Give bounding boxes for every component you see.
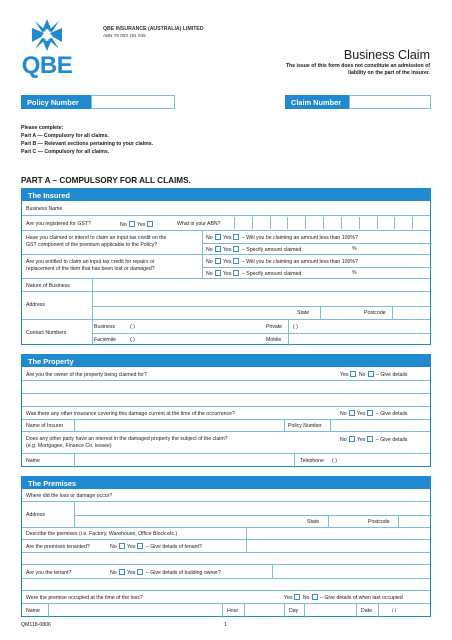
itc-repairs-yes2-label: Yes xyxy=(223,271,232,277)
interest-yes-label: Yes xyxy=(357,437,366,443)
premises-state-label: State xyxy=(307,519,320,525)
mobile-label: Mobile xyxy=(266,337,282,343)
row-tenant xyxy=(22,565,430,579)
section-insured xyxy=(21,188,431,345)
row-occupied-name xyxy=(22,604,430,618)
other-ins-yes-checkbox[interactable] xyxy=(367,410,373,416)
instructions xyxy=(21,124,153,156)
gst-question: Are you registered for GST? xyxy=(26,221,91,227)
itc-premium-no2-label: No xyxy=(206,247,213,253)
policy-number-field[interactable] xyxy=(91,95,175,109)
row-interest-name xyxy=(22,454,430,468)
itc-premium-q2: GST component of the premium applicable to the Policy? xyxy=(26,242,158,248)
claim-number-field[interactable] xyxy=(349,95,431,109)
day-label: Day xyxy=(289,608,299,614)
disclaimer-line2: liability on the part of the insurer. xyxy=(348,70,430,76)
itc-repairs-no2-checkbox[interactable] xyxy=(215,270,221,276)
address-label: Address xyxy=(26,302,46,308)
nature-label: Nature of Business xyxy=(26,283,70,289)
interest-name-label: Name xyxy=(26,458,40,464)
row-gst xyxy=(22,216,430,231)
owner-yes-label: Yes xyxy=(340,372,349,378)
itc-premium-no2-checkbox[interactable] xyxy=(215,246,221,252)
row-itc-premium xyxy=(22,231,430,255)
instructions-part-a: Part A — Compulsory for all claims. xyxy=(21,133,109,139)
itc-premium-specify-label: – Specify amount claimed xyxy=(241,247,302,253)
owner-yes-checkbox[interactable] xyxy=(350,371,356,377)
itc-repairs-less100-label: – Will you be claiming an amount less than 100%? xyxy=(241,259,358,265)
occupied-yes-label: Yes xyxy=(284,595,293,601)
itc-premium-percent: % xyxy=(352,246,357,252)
row-nature xyxy=(22,279,430,292)
insured-title: The Insured xyxy=(22,189,430,201)
postcode-label: Postcode xyxy=(364,310,386,316)
row-owner-details-1[interactable] xyxy=(22,381,430,394)
private-phone-label: Private xyxy=(266,324,283,330)
premises-postcode-label: Postcode xyxy=(368,519,390,525)
section-property xyxy=(21,354,431,467)
instructions-part-c: Part C — Compulsory for all claims. xyxy=(21,149,110,155)
gst-no-label: No xyxy=(120,222,127,228)
logo-wordmark: QBE xyxy=(21,52,73,79)
other-ins-no-label: No xyxy=(340,411,347,417)
insurer-label: Name of Insurer xyxy=(26,423,64,429)
company-abn: ABN 78 003 191 035 xyxy=(103,33,146,38)
property-title: The Property xyxy=(22,355,430,367)
telephone-label: Telephone xyxy=(300,458,324,464)
itc-repairs-q1: Are you entitled to claim an input tax credit for repairs or xyxy=(26,259,155,265)
tenanted-details: – Give details of tenant? xyxy=(145,544,202,550)
interest-question-1: Does any other party have an interest in the damaged property the subject of the claim? xyxy=(26,436,228,442)
contact-numbers-label: Contact Numbers xyxy=(26,330,67,336)
occupied-name-label: Name xyxy=(26,608,40,614)
instructions-intro: Please complete: xyxy=(21,125,64,131)
qbe-logo xyxy=(22,18,72,78)
row-owner xyxy=(22,367,430,381)
itc-premium-q1: Have you claimed or intend to claim an input tax credit on the xyxy=(26,235,167,241)
tenant-no-checkbox[interactable] xyxy=(119,569,125,575)
date-separators: / / xyxy=(392,608,397,614)
tenanted-yes-checkbox[interactable] xyxy=(137,543,143,549)
itc-repairs-q2: replacement of the item that has been lost or damaged? xyxy=(26,266,155,272)
hour-label: Hour xyxy=(227,608,239,614)
occupied-no-checkbox[interactable] xyxy=(312,594,318,600)
gst-yes-label: Yes xyxy=(137,222,146,228)
itc-repairs-opt1 xyxy=(206,258,358,265)
tenant-no-label: No xyxy=(110,570,117,576)
owner-options xyxy=(340,371,407,378)
itc-premium-yes2-checkbox[interactable] xyxy=(233,246,239,252)
interest-yes-checkbox[interactable] xyxy=(367,436,373,442)
itc-repairs-yes-label: Yes xyxy=(223,259,232,265)
tenanted-question: Are the premises tenanted? xyxy=(26,544,90,550)
section-premises xyxy=(21,476,431,617)
business-phone-paren: ( ) xyxy=(130,324,135,330)
row-tenanted-details[interactable] xyxy=(22,553,430,565)
itc-repairs-yes2-checkbox[interactable] xyxy=(233,270,239,276)
row-occupied xyxy=(22,591,430,604)
other-ins-no-checkbox[interactable] xyxy=(349,410,355,416)
row-insurer xyxy=(22,420,430,432)
tenanted-options xyxy=(110,543,202,550)
describe-label: Describe the premises (i.e. Factory, Warehouse, Office Block etc.) xyxy=(26,531,178,537)
business-name-field[interactable] xyxy=(92,202,430,214)
part-a-heading: PART A – COMPULSORY FOR ALL CLAIMS. xyxy=(21,176,191,185)
premises-title: The Premises xyxy=(22,477,430,489)
row-premises-address xyxy=(22,502,430,528)
itc-repairs-no-checkbox[interactable] xyxy=(215,258,221,264)
row-other-insurance xyxy=(22,407,430,420)
owner-no-checkbox[interactable] xyxy=(368,371,374,377)
row-owner-details-2[interactable] xyxy=(22,394,430,407)
where-question: Where did the loss or damage occur? xyxy=(26,493,113,499)
interest-no-label: No xyxy=(340,437,347,443)
disclaimer-line1: The issue of this form does not constitute an admission of xyxy=(285,63,430,69)
state-label: State xyxy=(297,310,310,316)
form-code: QM118-0806 xyxy=(21,622,51,628)
tenant-question: Are you the tenant? xyxy=(26,570,72,576)
gst-options xyxy=(120,221,154,228)
other-ins-give-details: – Give details xyxy=(375,411,408,417)
itc-repairs-yes-checkbox[interactable] xyxy=(233,258,239,264)
business-name-label: Business Name xyxy=(26,206,63,212)
itc-premium-yes-checkbox[interactable] xyxy=(233,234,239,240)
page-title: Business Claim xyxy=(343,48,430,62)
itc-premium-yes-label: Yes xyxy=(223,235,232,241)
itc-repairs-no2-label: No xyxy=(206,271,213,277)
claim-number-label: Claim Number xyxy=(285,95,349,109)
itc-premium-opt2 xyxy=(206,246,301,253)
instructions-part-b: Part B — Relevant sections pertaining to your claims. xyxy=(21,141,154,147)
owner-question: Are you the owner of the property being claimed for? xyxy=(26,372,147,378)
telephone-paren: ( ) xyxy=(332,458,337,464)
row-tenanted xyxy=(22,540,430,553)
itc-repairs-specify-label: – Specify amount claimed xyxy=(241,271,302,277)
itc-repairs-percent: % xyxy=(352,270,357,276)
premises-address-label: Address xyxy=(26,512,46,518)
tenant-options xyxy=(110,569,221,576)
qbe-logo-star-icon xyxy=(22,18,72,52)
business-phone-label: Business xyxy=(94,324,116,330)
company-name: QBE INSURANCE (AUSTRALIA) LIMITED xyxy=(103,26,204,32)
owner-give-details: – Give details xyxy=(376,372,408,378)
abn-question: What is your ABN? xyxy=(177,221,221,227)
owner-no-label: No xyxy=(358,372,366,378)
facsimile-label: Facsimile xyxy=(94,337,116,343)
tenant-yes-label: Yes xyxy=(127,570,136,576)
other-insurance-question: Was there any other insurance covering this damage current at the time of the occurrence? xyxy=(26,411,235,417)
row-address xyxy=(22,292,430,320)
facsimile-paren: ( ) xyxy=(130,337,135,343)
itc-repairs-no-label: No xyxy=(206,259,213,265)
other-insurance-options xyxy=(340,410,407,417)
row-where xyxy=(22,489,430,502)
occupied-no-label: No xyxy=(302,595,310,601)
insurer-policy-label: Policy Number xyxy=(288,423,322,429)
itc-premium-yes2-label: Yes xyxy=(223,247,232,253)
date-label: Date xyxy=(361,608,372,614)
itc-repairs-opt2 xyxy=(206,270,301,277)
row-tenant-details[interactable] xyxy=(22,579,430,591)
occupied-options xyxy=(284,594,403,601)
private-phone-paren: ( ) xyxy=(293,324,298,330)
gst-no-checkbox[interactable] xyxy=(129,221,135,227)
interest-options xyxy=(340,436,407,443)
tenanted-no-label: No xyxy=(110,544,117,550)
tenant-yes-checkbox[interactable] xyxy=(137,569,143,575)
gst-yes-checkbox[interactable] xyxy=(147,221,153,227)
occupied-question: Were the premise occupied at the time of the loss? xyxy=(26,595,143,601)
row-contact xyxy=(22,320,430,346)
interest-question-2: (e.g. Mortgagee, Finance Co. lessee) xyxy=(26,443,112,449)
row-business-name xyxy=(22,201,430,216)
occupied-last-details: – Give details of when last occupied xyxy=(320,595,403,601)
itc-premium-less100-label: – Will you be claiming an amount less than 100%? xyxy=(241,235,358,241)
tenanted-no-checkbox[interactable] xyxy=(119,543,125,549)
interest-give-details: – Give details xyxy=(375,437,408,443)
row-interest xyxy=(22,432,430,454)
occupied-yes-checkbox[interactable] xyxy=(294,594,300,600)
tenanted-yes-label: Yes xyxy=(127,544,136,550)
itc-premium-no-checkbox[interactable] xyxy=(215,234,221,240)
policy-number-label: Policy Number xyxy=(21,95,91,109)
page-number: 1 xyxy=(224,622,227,628)
interest-no-checkbox[interactable] xyxy=(349,436,355,442)
abn-digit-boxes[interactable] xyxy=(234,217,430,229)
tenant-owner-details: – Give details of building owner? xyxy=(145,570,221,576)
itc-premium-opt1 xyxy=(206,234,358,241)
row-describe xyxy=(22,528,430,540)
row-itc-repairs xyxy=(22,255,430,279)
other-ins-yes-label: Yes xyxy=(357,411,366,417)
itc-premium-no-label: No xyxy=(206,235,213,241)
